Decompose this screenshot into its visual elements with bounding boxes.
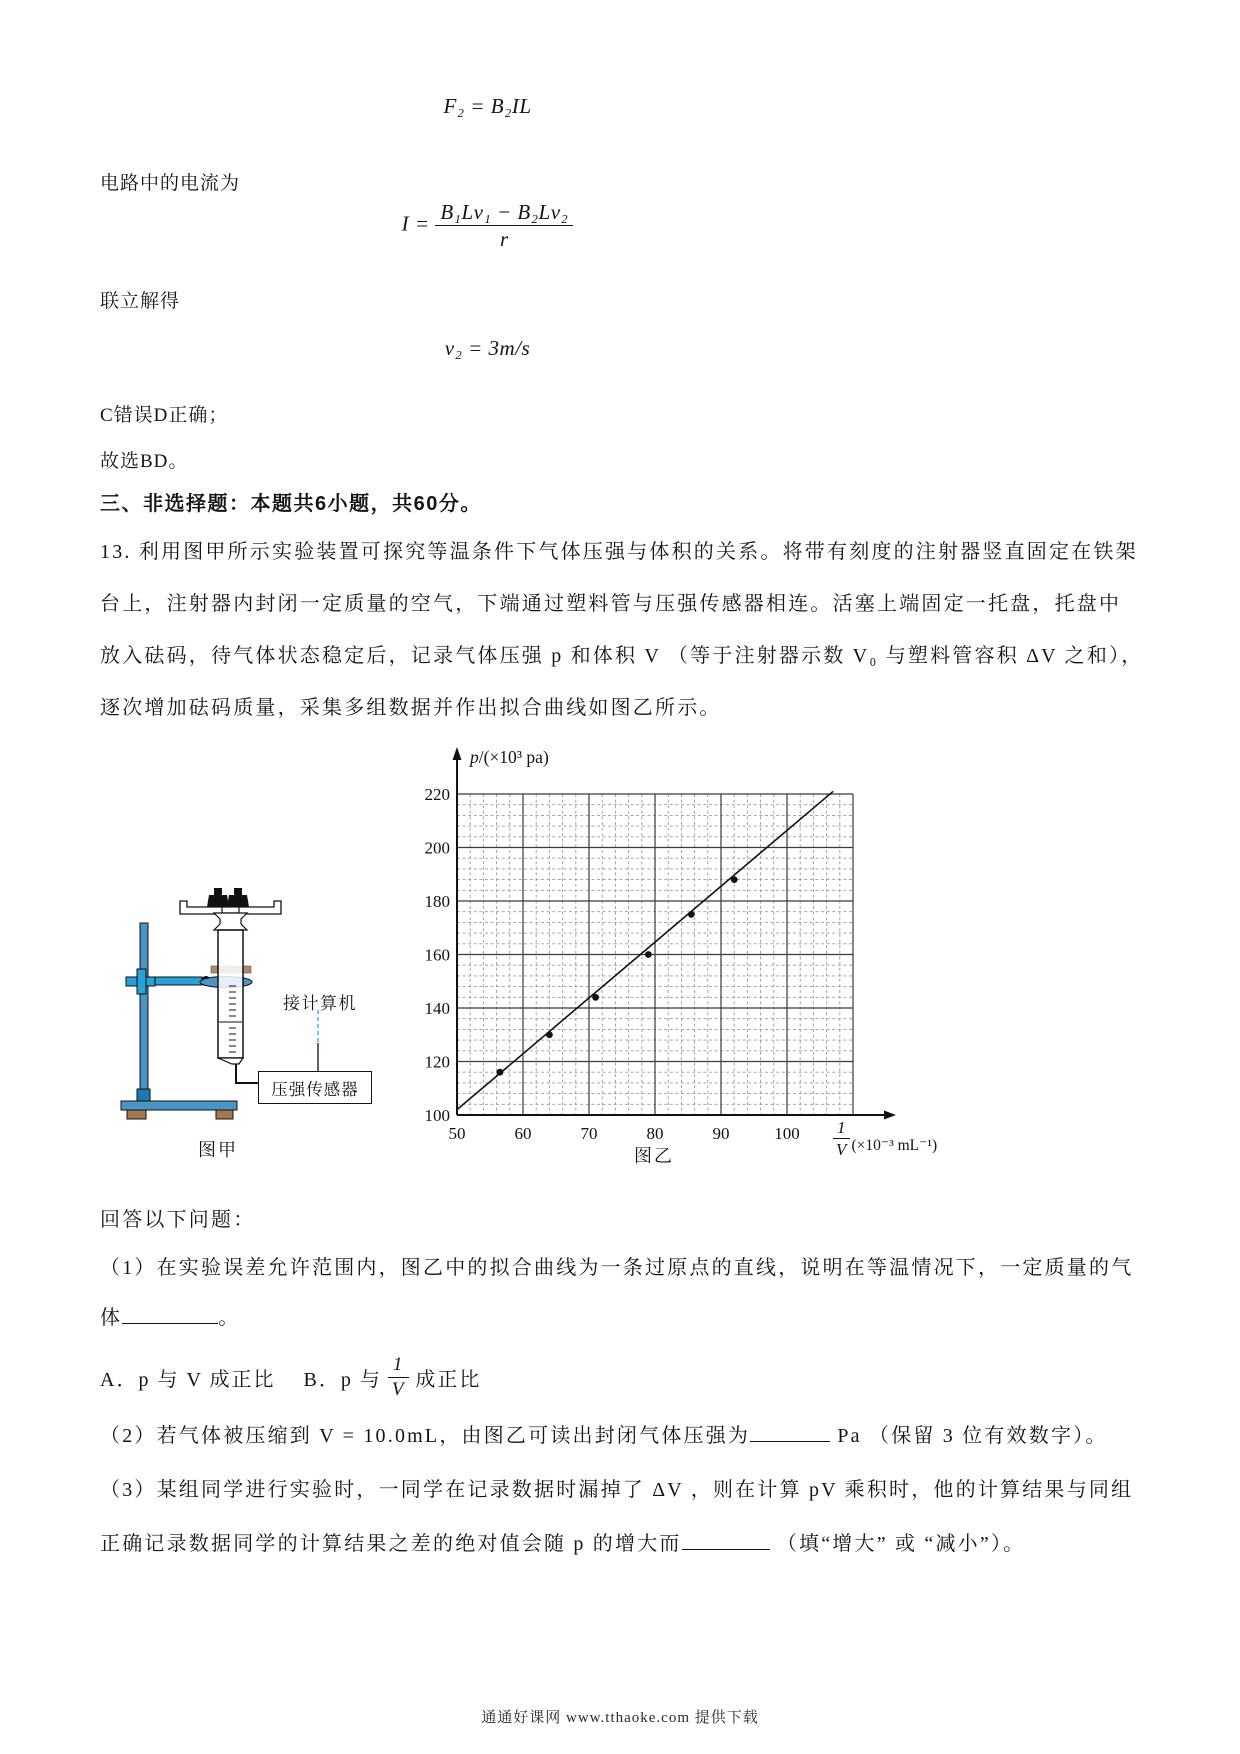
clamp-cross-v — [137, 969, 146, 994]
chart-xlabel — [833, 1118, 937, 1159]
option-b-numerator: 1 — [388, 1354, 410, 1378]
q13-line1: 13. 利用图甲所示实验装置可探究等温条件下气体压强与体积的关系。将带有刻度的注射器竖直固定在铁架 — [100, 541, 1138, 563]
q3-answer-blank — [682, 1528, 770, 1550]
formula-current — [100, 200, 875, 251]
svg-text:200: 200 — [424, 838, 450, 858]
section-heading: 三、非选择题：本题共6小题，共60分。 — [100, 493, 482, 515]
option-b-prefix: B．p 与 — [303, 1368, 382, 1391]
q1-line2 — [100, 1301, 1145, 1330]
q1-answer-blank — [122, 1302, 218, 1324]
svg-text:50: 50 — [448, 1124, 466, 1143]
option-b-suffix: 成正比 — [415, 1368, 482, 1391]
questions-intro: 回答以下问题： — [100, 1209, 256, 1231]
chart-xlabel-numerator: 1 — [833, 1118, 850, 1139]
weight-knob-right — [234, 888, 242, 896]
q1-options-row — [100, 1352, 481, 1402]
syringe-tip — [218, 1058, 243, 1064]
q2-suffix: （保留 3 位有效数字）。 — [868, 1425, 1108, 1447]
answer-text: 故选BD。 — [100, 451, 189, 472]
q2-line — [100, 1419, 1145, 1448]
q3-line2 — [100, 1527, 1145, 1556]
solve-intro-text: 联立解得 — [100, 291, 181, 312]
weight-right — [227, 895, 249, 907]
q1-line1: （1）在实验误差允许范围内，图乙中的拟合曲线为一条过原点的直线，说明在等温情况下，一定质量的气 — [100, 1257, 1134, 1279]
svg-text:100: 100 — [774, 1124, 800, 1143]
svg-text:180: 180 — [424, 892, 450, 911]
q3-line2-prefix: 正确记录数据同学的计算结果之差的绝对值会随 p 的增大而 — [100, 1533, 682, 1555]
chart-ylabel-unit: /(×10³ pa) — [478, 747, 549, 767]
q13-line4: 逐次增加砝码质量，采集多组数据并作出拟合曲线如图乙所示。 — [100, 697, 722, 719]
plunger-stem — [222, 907, 239, 913]
base-foot-right — [216, 1110, 233, 1119]
stand-base — [121, 1101, 237, 1110]
fraction-numerator: B₁Lv₁ − B₂Lv₂ — [435, 200, 573, 226]
q1-line2-suffix: 。 — [218, 1307, 241, 1329]
q2-answer-blank — [750, 1420, 830, 1442]
rod-base-cap — [137, 1089, 150, 1101]
stand-rod — [140, 923, 148, 1101]
pv-chart — [380, 740, 925, 1170]
fraction — [435, 200, 573, 251]
base-foot-left — [127, 1110, 146, 1119]
q2-unit: Pa — [837, 1425, 862, 1447]
chart-xlabel-fraction — [833, 1118, 850, 1159]
svg-text:60: 60 — [514, 1124, 532, 1143]
q13-line3: 放入砝码，待气体状态稳定后，记录气体压强 p 和体积 V （等于注射器示数 V₀ 与塑料管容积 ΔV 之和）， — [100, 645, 1144, 667]
q1-line2-prefix: 体 — [100, 1307, 123, 1329]
plunger-spool — [214, 913, 247, 930]
footer-text: 通通好课网 www.tthaoke.com 提供下载 — [481, 1710, 759, 1726]
svg-text:100: 100 — [424, 1106, 450, 1125]
weight-knob-left — [214, 888, 222, 896]
chart-xlabel-denominator: V — [836, 1139, 847, 1159]
option-a: A．p 与 V 成正比 — [100, 1368, 276, 1391]
formula-v2: v₂ = 3m/s — [444, 336, 531, 360]
chart-ylabel — [470, 747, 549, 768]
formula-f2: F₂ = B₂IL — [443, 94, 532, 118]
svg-text:220: 220 — [424, 785, 450, 804]
svg-text:160: 160 — [424, 945, 450, 965]
option-b-denominator: V — [391, 1378, 406, 1400]
judgement-text: C错误D正确； — [100, 405, 229, 426]
clamp-arm — [155, 977, 202, 985]
svg-text:140: 140 — [424, 999, 450, 1018]
chart-ylabel-variable: p — [470, 747, 479, 767]
svg-text:80: 80 — [646, 1124, 664, 1143]
q2-prefix: （2）若气体被压缩到 V = 10.0mL，由图乙可读出封闭气体压强为 — [100, 1425, 751, 1447]
q3-line2-suffix: （填“增大” 或 “减小”）。 — [776, 1533, 1026, 1555]
formula-current-lhs: I = — [401, 211, 436, 236]
svg-text:90: 90 — [712, 1124, 730, 1143]
option-b-fraction — [388, 1354, 410, 1401]
chart-xlabel-units: (×10⁻³ mL⁻¹) — [851, 1137, 938, 1155]
q3-line1: （3）某组同学进行实验时，一同学在记录数据时漏掉了 ΔV ，则在计算 pV 乘积时，他的计算结果与同组 — [100, 1479, 1134, 1501]
svg-text:120: 120 — [424, 1052, 450, 1072]
figure-b-caption: 图乙 — [634, 1146, 674, 1166]
fraction-denominator: r — [499, 227, 509, 252]
figure-a-caption: 图甲 — [198, 1140, 238, 1160]
q13-line2: 台上，注射器内封闭一定质量的空气，下端通过塑料管与压强传感器相连。活塞上端固定一托盘，托盘中 — [100, 593, 1122, 615]
pressure-sensor-box: 压强传感器 — [258, 1071, 372, 1104]
weight-left — [207, 895, 229, 907]
computer-label: 接计算机 — [283, 994, 357, 1013]
svg-text:70: 70 — [580, 1124, 598, 1143]
current-intro-text: 电路中的电流为 — [100, 173, 241, 194]
syringe-barrel — [218, 930, 243, 1058]
